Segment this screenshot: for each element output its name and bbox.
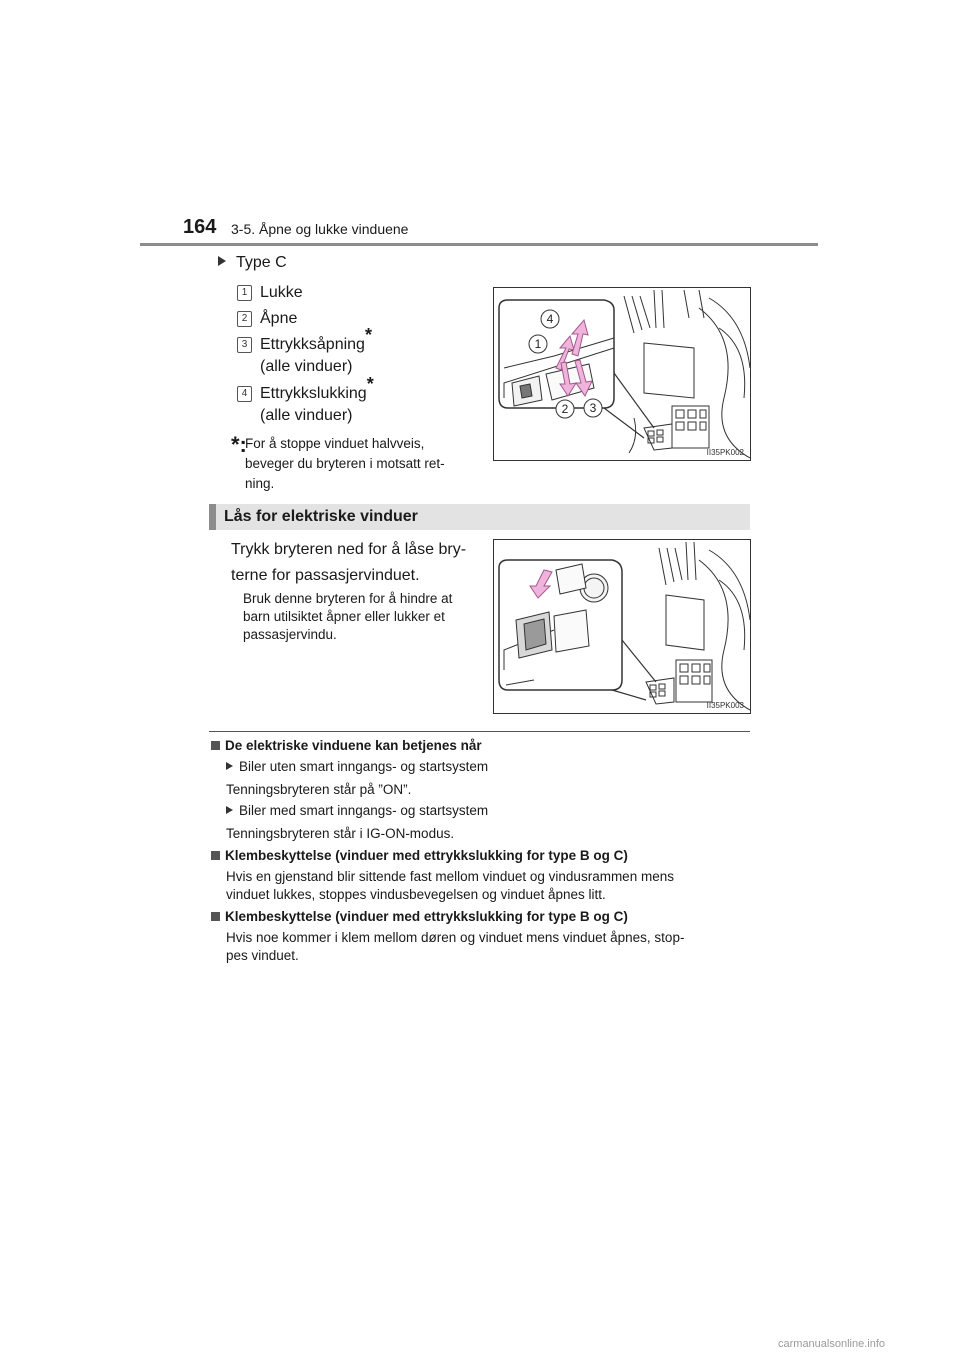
item-close (260, 282, 303, 304)
section-divider (209, 731, 750, 732)
note-heading-jam-protection-2 (211, 909, 628, 924)
figure-window-lock-switch (493, 539, 751, 714)
square-bullet-icon (211, 741, 220, 750)
note-body-line: pes vinduet. (226, 948, 299, 963)
type-c-heading (218, 254, 287, 272)
figure-code: II35PK003 (706, 701, 744, 710)
callout-3: 3 (589, 401, 597, 415)
section-title: 3-5. Åpne og lukke vinduene (231, 221, 409, 237)
banner-accent-bar (209, 504, 216, 530)
sub-bullet-smart-key (226, 803, 488, 818)
type-c-label: Type C (236, 254, 287, 271)
note-body-line: Hvis en gjenstand blir sittende fast mellom vinduet og vindusrammen mens (226, 869, 674, 884)
item-number-3: 3 (237, 337, 252, 353)
item-one-touch-open (260, 324, 372, 378)
footnote-marker: *: (231, 432, 247, 457)
note-body-ig-on: Tenningsbryteren står i IG-ON-modus. (226, 826, 455, 841)
footnote-line: beveger du bryteren i motsatt ret- (245, 456, 445, 471)
note-heading-operation (211, 738, 482, 753)
triangle-bullet-icon (226, 762, 233, 770)
section-banner (209, 504, 750, 530)
square-bullet-icon (211, 912, 220, 921)
note-body-on: Tenningsbryteren står på ”ON”. (226, 782, 412, 797)
asterisk-mark: * (366, 373, 374, 394)
item-open (260, 308, 297, 330)
footnote-line: ning. (245, 476, 275, 491)
figure-code: II35PK002 (706, 448, 744, 457)
footnote-line: For å stoppe vinduet halvveis, (245, 436, 425, 451)
lock-note-line: Bruk denne bryteren for å hindre at (243, 591, 453, 606)
callout-2: 2 (561, 402, 569, 416)
triangle-bullet-icon (218, 256, 226, 266)
header-rule (140, 243, 818, 246)
item-number-2: 2 (237, 311, 252, 327)
footnote-text (245, 434, 465, 494)
lock-note-line: barn utilsiktet åpner eller lukker et (243, 609, 445, 624)
item-one-touch-close-text: Ettrykkslukking (260, 385, 367, 402)
page-number: 164 (183, 216, 217, 238)
lock-note-line: passasjervindu. (243, 627, 337, 642)
asterisk-mark: * (364, 324, 372, 345)
item-one-touch-open-extra: (alle vinduer) (260, 358, 353, 375)
figure-window-switch-type-c (493, 287, 751, 461)
banner-title: Lås for elektriske vinduer (224, 508, 418, 525)
lock-instruction-line: terne for passasjervinduet. (231, 567, 420, 584)
triangle-bullet-icon (226, 806, 233, 814)
lock-switch-illustration (494, 540, 750, 713)
item-close-text: Lukke (260, 284, 303, 301)
note-body-jam-protection-1 (226, 868, 746, 904)
note-heading-jam-protection-1 (211, 848, 628, 863)
switch-illustration (494, 288, 750, 460)
note-body-line: vinduet lukkes, stoppes vindusbevegelsen og vinduet åpnes litt. (226, 887, 606, 902)
lock-instruction-line: Trykk bryteren ned for å låse bry- (231, 541, 467, 558)
note-body-jam-protection-2 (226, 929, 746, 965)
callout-4: 4 (546, 312, 554, 326)
note-heading-text: Klembeskyttelse (vinduer med ettrykkslukking for type B og C) (225, 848, 628, 863)
item-open-text: Åpne (260, 310, 298, 327)
item-number-1: 1 (237, 285, 252, 301)
lock-instruction (231, 537, 478, 589)
sub-bullet-text: Biler uten smart inngangs- og startsystem (239, 759, 489, 774)
item-one-touch-close-extra: (alle vinduer) (260, 407, 353, 424)
sub-bullet-no-smart-key (226, 759, 488, 774)
item-one-touch-open-text: Ettrykksåpning (260, 336, 365, 353)
item-one-touch-close (260, 373, 374, 427)
sub-bullet-text: Biler med smart inngangs- og startsystem (239, 803, 489, 818)
square-bullet-icon (211, 851, 220, 860)
item-number-4: 4 (237, 386, 252, 402)
note-heading-text: De elektriske vinduene kan betjenes når (225, 738, 482, 753)
watermark: carmanualsonline.info (778, 1338, 886, 1350)
note-heading-text: Klembeskyttelse (vinduer med ettrykkslukking for type B og C) (225, 909, 628, 924)
note-body-line: Hvis noe kommer i klem mellom døren og vinduet mens vinduet åpnes, stop- (226, 930, 685, 945)
lock-note (243, 590, 479, 644)
callout-1: 1 (534, 337, 542, 351)
